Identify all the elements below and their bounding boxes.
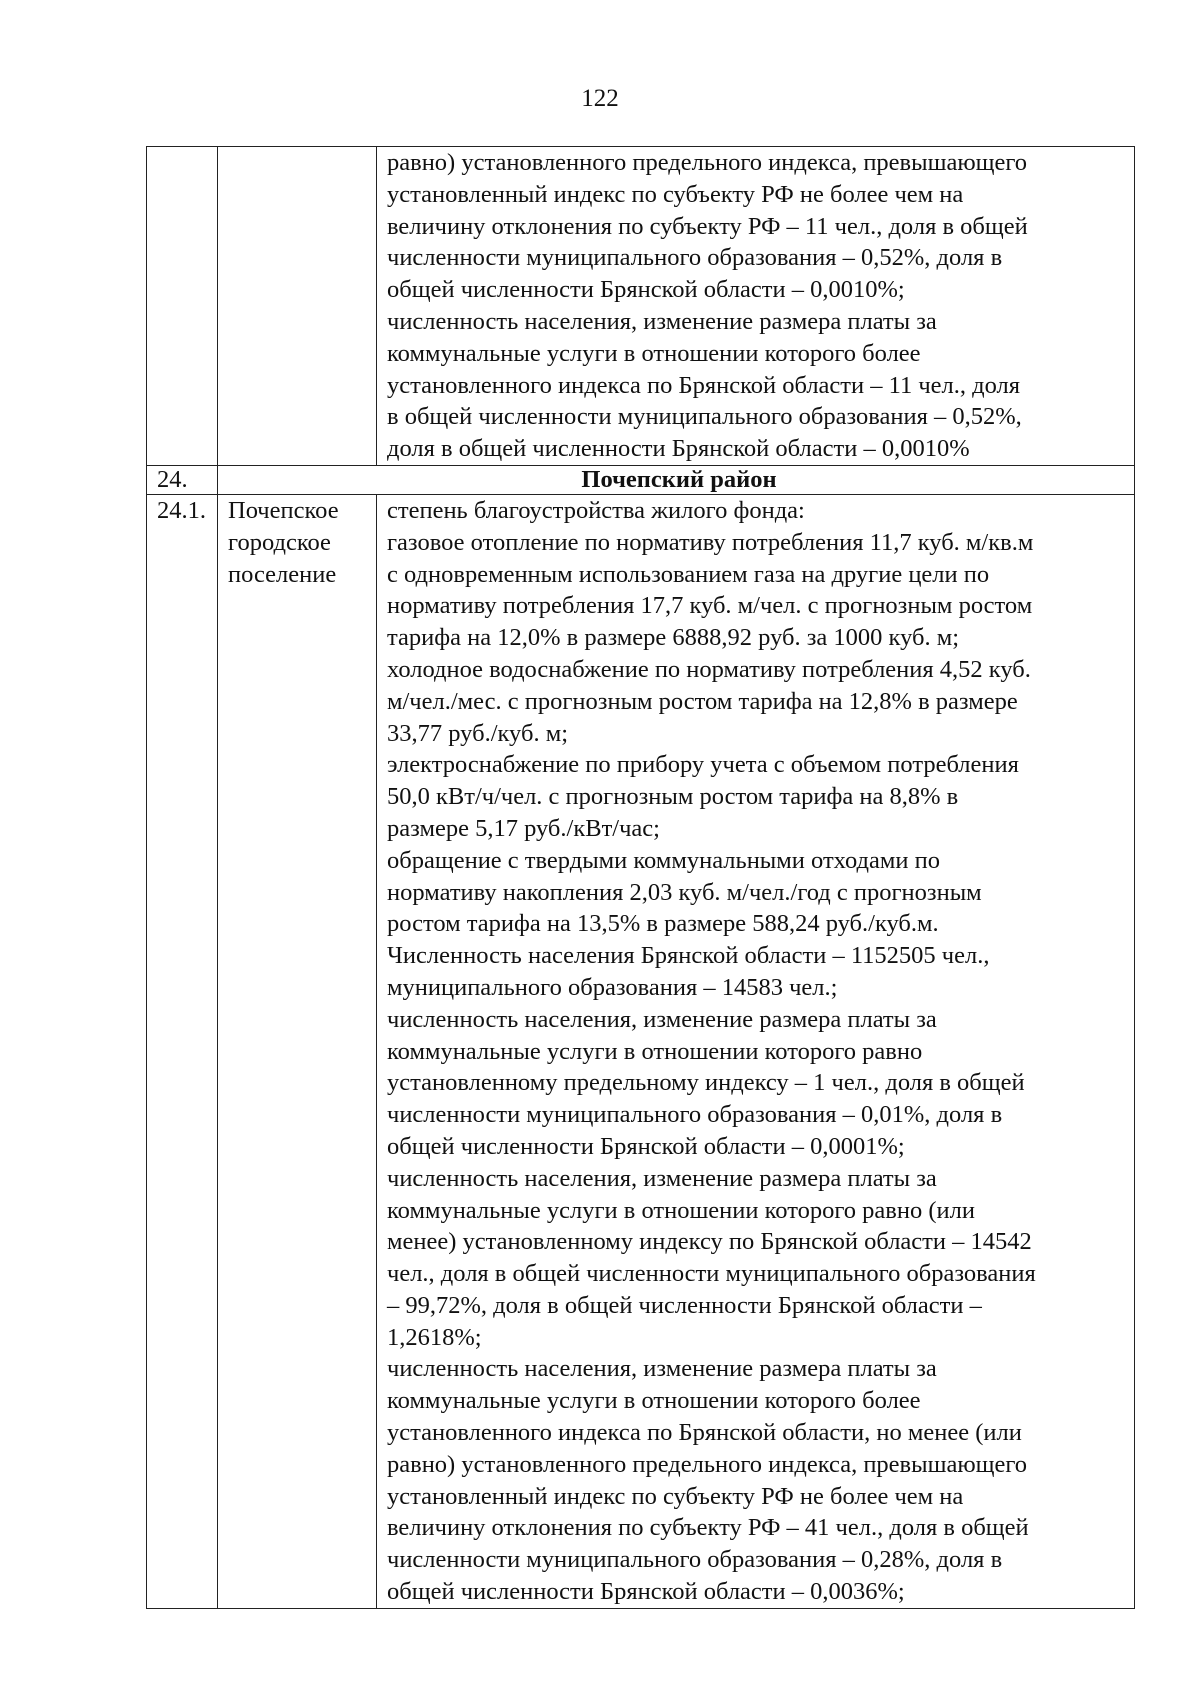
text-line: численность населения, изменение размера платы за (387, 307, 937, 335)
text-line: общей численности Брянской области – 0,0010%; (387, 276, 905, 304)
settlement-description-cell (377, 494, 1135, 1608)
district-number: 24. (147, 465, 218, 494)
text-line: электроснабжение по прибору учета с объемом потребления (387, 751, 1019, 779)
text-line: равно) установленного предельного индекса, превышающего (387, 149, 1028, 176)
document-table (146, 146, 1135, 1609)
text-line: с одновременным использованием газа на другие цели по (387, 560, 990, 588)
text-line: равно) установленного предельного индекса, превышающего (387, 1450, 1028, 1478)
table-row-district (147, 465, 1135, 494)
text-line: численность населения, изменение размера платы за (387, 1005, 937, 1033)
settlement-name-cell (218, 494, 377, 1608)
text-line: газовое отопление по нормативу потребления 11,7 куб. м/кв.м (387, 528, 1034, 556)
text-line: м/чел./мес. с прогнозным ростом тарифа на 12,8% в размере (387, 687, 1018, 715)
text-line: размере 5,17 руб./кВт/час; (387, 814, 660, 842)
text-line: установленный индекс по субъекту РФ не более чем на (387, 180, 964, 208)
text-line: общей численности Брянской области – 0,0001%; (387, 1132, 905, 1160)
settlement-name-line: поселение (228, 560, 337, 588)
text-line: коммунальные услуги в отношении которого равно (387, 1037, 923, 1065)
text-line: 33,77 руб./куб. м; (387, 719, 569, 747)
text-line: коммунальные услуги в отношении которого более (387, 1387, 921, 1415)
table-row-continuation (147, 147, 1135, 466)
text-line: коммунальные услуги в отношении которого более (387, 339, 921, 367)
text-line: холодное водоснабжение по нормативу потребления 4,52 куб. (387, 655, 1031, 683)
settlement-name-line: Почепское (228, 496, 339, 524)
text-line: Численность населения Брянской области – 1152505 чел., (387, 942, 990, 970)
text-line: численность населения, изменение размера платы за (387, 1164, 937, 1192)
text-line: менее) установленному индексу по Брянской области – 14542 (387, 1228, 1032, 1256)
text-line: чел., доля в общей численности муниципального образования (387, 1260, 1036, 1288)
text-line: – 99,72%, доля в общей численности Брянской области – (387, 1291, 982, 1319)
text-line: установленный индекс по субъекту РФ не более чем на (387, 1482, 964, 1510)
text-line: численность населения, изменение размера платы за (387, 1355, 937, 1383)
text-line: ростом тарифа на 13,5% в размере 588,24 руб./куб.м. (387, 910, 939, 938)
page-number: 122 (581, 85, 619, 112)
text-line: величину отклонения по субъекту РФ – 41 чел., доля в общей (387, 1514, 1029, 1542)
text-line: нормативу потребления 17,7 куб. м/чел. с прогнозным ростом (387, 592, 1033, 620)
district-title: Почепский район (218, 465, 1135, 494)
text-line: в общей численности муниципального образования – 0,52%, (387, 403, 1022, 431)
text-line: нормативу накопления 2,03 куб. м/чел./год с прогнозным (387, 878, 982, 906)
text-line: численности муниципального образования – 0,52%, доля в (387, 244, 1003, 272)
settlement-name-line: городское (228, 528, 331, 556)
text-line: установленного индекса по Брянской области, но менее (или (387, 1419, 1022, 1447)
text-line: установленного индекса по Брянской области – 11 чел., доля (387, 371, 1021, 399)
text-line: тарифа на 12,0% в размере 6888,92 руб. за 1000 куб. м; (387, 624, 960, 652)
text-line: 50,0 кВт/ч/чел. с прогнозным ростом тарифа на 8,8% в (387, 783, 959, 811)
text-line: коммунальные услуги в отношении которого равно (или (387, 1196, 975, 1224)
text-line: общей численности Брянской области – 0,0036%; (387, 1578, 905, 1606)
text-line: численности муниципального образования – 0,01%, доля в (387, 1101, 1003, 1129)
continuation-description-cell (377, 147, 1135, 466)
settlement-number: 24.1. (147, 494, 218, 1608)
text-line: численности муниципального образования – 0,28%, доля в (387, 1546, 1003, 1574)
text-line: обращение с твердыми коммунальными отходами по (387, 846, 940, 874)
text-line: степень благоустройства жилого фонда: (387, 496, 805, 524)
text-line: 1,2618%; (387, 1323, 482, 1351)
text-line: величину отклонения по субъекту РФ – 11 чел., доля в общей (387, 212, 1028, 240)
text-line: доля в общей численности Брянской области – 0,0010% (387, 435, 970, 463)
continuation-name-cell (218, 147, 377, 466)
continuation-number-cell (147, 147, 218, 466)
text-line: муниципального образования – 14583 чел.; (387, 973, 838, 1001)
table-row-settlement (147, 494, 1135, 1608)
text-line: установленному предельному индексу – 1 чел., доля в общей (387, 1069, 1025, 1097)
